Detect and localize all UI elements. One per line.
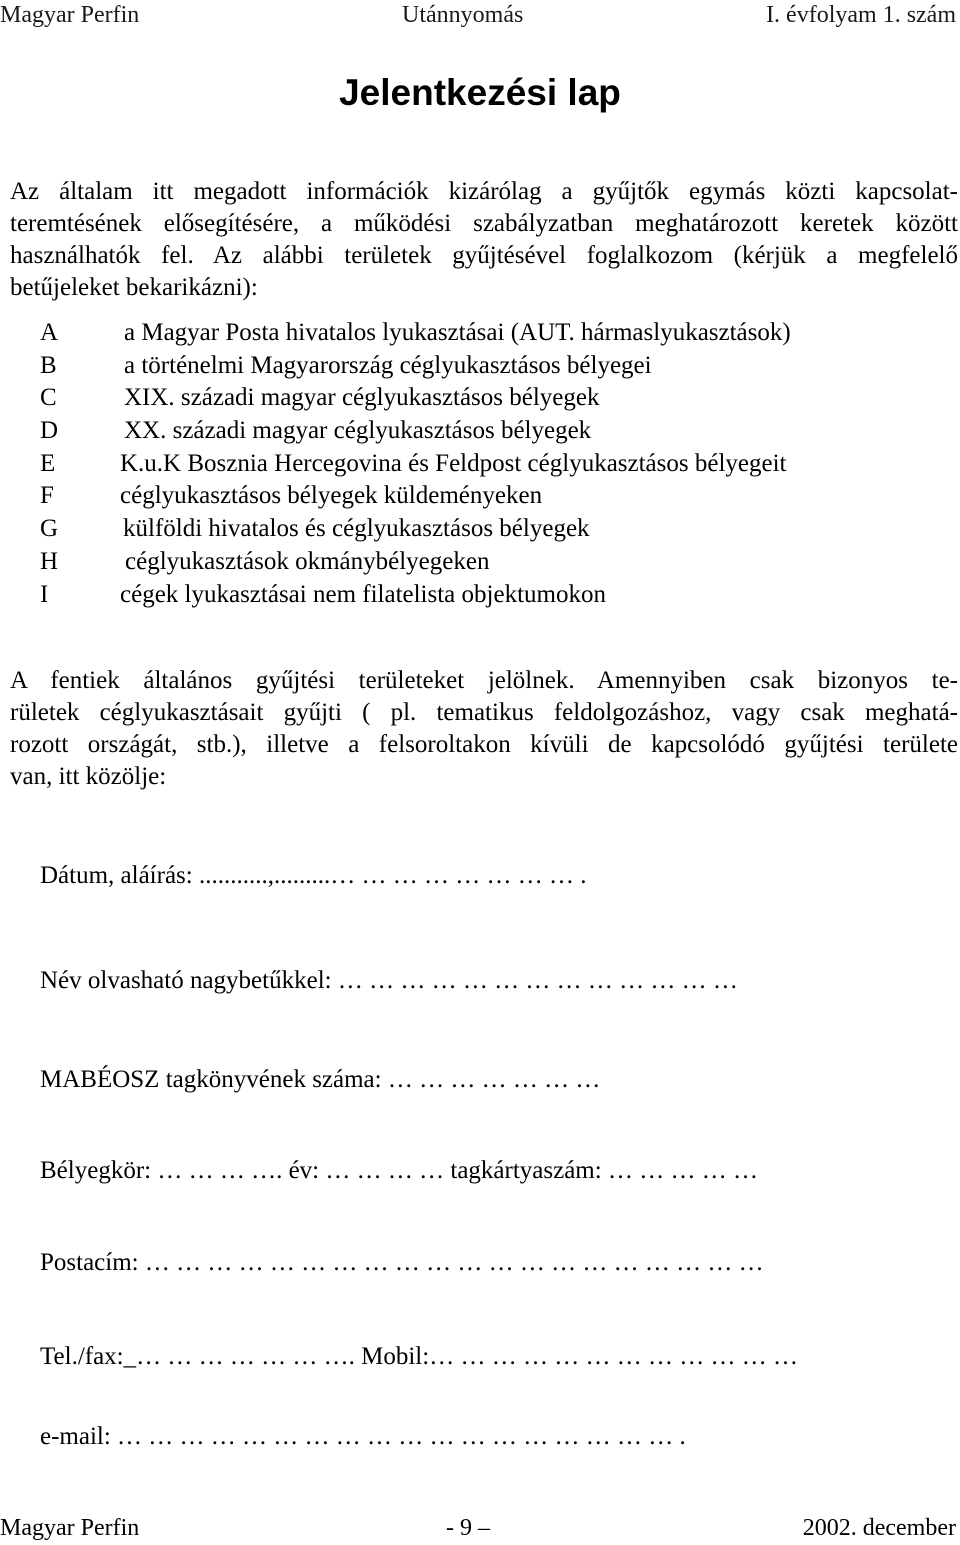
header-section: Utánnyomás bbox=[402, 2, 524, 28]
item-text: külföldi hivatalos és céglyukasztásos bélyegek bbox=[123, 515, 590, 543]
date-signature-field[interactable]: Dátum, aláírás: ...........,.........… … … … … … … … . bbox=[40, 862, 587, 889]
note-paragraph bbox=[10, 665, 958, 793]
email-field[interactable]: e-mail: … … … … … … … … … … … … … … … … … … . bbox=[40, 1423, 686, 1450]
footer-date: 2002. december bbox=[802, 1515, 956, 1541]
item-text: XIX. századi magyar céglyukasztásos bélyegek bbox=[124, 384, 600, 412]
item-text: a Magyar Posta hivatalos lyukasztásai (AUT. hármaslyukasztások) bbox=[124, 319, 791, 346]
note-line: rületek céglyukasztásait gyűjti ( pl. tematikus feldolgozáshoz, vagy csak meghatá- bbox=[10, 699, 958, 726]
item-letter[interactable]: D bbox=[40, 417, 59, 445]
intro-line: betűjeleket bekarikázni): bbox=[10, 274, 258, 301]
item-letter[interactable]: B bbox=[40, 351, 57, 379]
footer-publication: Magyar Perfin bbox=[0, 1515, 140, 1541]
intro-line: használhatók fel. Az alábbi területek gyűjtésével foglalkozom (kérjük a megfelelő bbox=[10, 242, 958, 269]
item-text: céglyukasztásos bélyegek küldeményeken bbox=[120, 482, 543, 510]
note-line: rozott országát, stb.), illetve a felsoroltakon kívüli de kapcsolódó gyűjtési területe bbox=[10, 731, 958, 758]
phone-field[interactable]: Tel./fax:_… … … … … … …. Mobil:… … … … … … … … … … … … bbox=[40, 1343, 798, 1370]
item-letter[interactable]: C bbox=[40, 384, 57, 412]
item-text: cégek lyukasztásai nem filatelista objektumokon bbox=[120, 580, 606, 608]
page-title: Jelentkezési lap bbox=[339, 72, 621, 113]
header-publication: Magyar Perfin bbox=[0, 2, 140, 28]
intro-paragraph bbox=[10, 176, 958, 304]
header-issue: I. évfolyam 1. szám bbox=[766, 2, 956, 28]
item-letter[interactable]: E bbox=[40, 449, 56, 477]
intro-line: Az általam itt megadott információk kizárólag a gyűjtők egymás közti kapcsolat- bbox=[10, 178, 958, 205]
item-letter[interactable]: A bbox=[40, 319, 59, 346]
address-field[interactable]: Postacím: … … … … … … … … … … … … … … … … … … … … bbox=[40, 1249, 764, 1276]
item-letter[interactable]: H bbox=[40, 547, 59, 575]
footer-page-number: - 9 – bbox=[446, 1515, 490, 1541]
intro-line: teremtésének elősegítésére, a működési szabályzatban meghatározott keretek között bbox=[10, 210, 958, 237]
note-line: van, itt közölje: bbox=[10, 763, 167, 790]
item-text: a történelmi Magyarország céglyukasztásos bélyegei bbox=[124, 351, 652, 379]
membership-number-field[interactable]: MABÉOSZ tagkönyvének száma: … … … … … … … bbox=[40, 1066, 601, 1093]
note-line: A fentiek általános gyűjtési területeket jelölnek. Amennyiben csak bizonyos te- bbox=[10, 667, 958, 694]
item-text: XX. századi magyar céglyukasztásos bélyegek bbox=[124, 417, 592, 445]
item-letter[interactable]: I bbox=[40, 580, 49, 608]
item-letter[interactable]: G bbox=[40, 515, 59, 543]
item-text: K.u.K Bosznia Hercegovina és Feldpost céglyukasztásos bélyegeit bbox=[120, 449, 787, 477]
name-field[interactable]: Név olvasható nagybetűkkel: … … … … … … … … … … … … … bbox=[40, 967, 738, 994]
stamp-club-field[interactable]: Bélyegkör: … … … …. év: … … … … tagkártyaszám: … … … … … bbox=[40, 1157, 758, 1184]
item-text: céglyukasztások okmánybélyegeken bbox=[125, 547, 490, 575]
item-letter[interactable]: F bbox=[40, 482, 54, 510]
